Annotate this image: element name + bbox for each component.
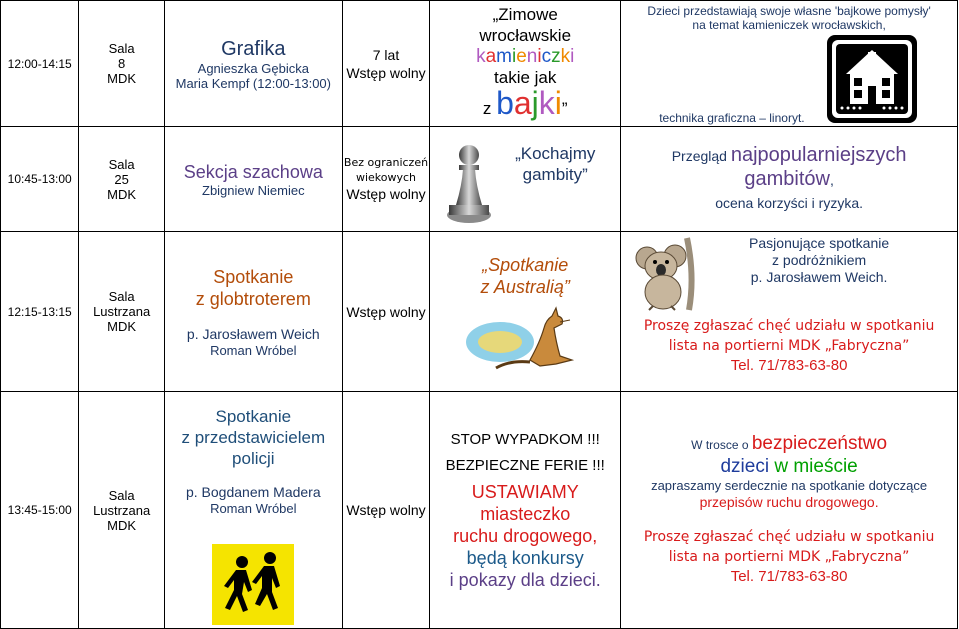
person-name: Agnieszka Gębicka bbox=[197, 60, 309, 76]
room-line: MDK bbox=[107, 71, 137, 86]
person-name: Roman Wróbel bbox=[210, 342, 297, 358]
room-line: Sala bbox=[108, 156, 135, 172]
notice-line: lista na portierni MDK „Fabryczna” bbox=[668, 338, 910, 354]
entry-cell bbox=[342, 1, 429, 127]
topic-line: „Kochajmy bbox=[515, 144, 596, 163]
chess-pawn-icon bbox=[444, 141, 494, 225]
time-cell bbox=[1, 127, 79, 232]
room-line: 25 bbox=[114, 171, 129, 187]
topic-line: „Zimowe bbox=[492, 4, 558, 24]
desc-emphasis: dzieci bbox=[720, 455, 770, 477]
desc-emphasis: bezpieczeństwo bbox=[751, 432, 888, 454]
desc-emphasis: gambitów bbox=[744, 167, 830, 190]
desc-line: z podróżnikiem bbox=[772, 252, 867, 268]
desc-emphasis: w mieście bbox=[769, 455, 858, 477]
desc-emphasis: najpopularniejszych bbox=[730, 143, 907, 166]
letter: k bbox=[476, 45, 486, 67]
notice-line: Tel. 71/783-63-80 bbox=[730, 357, 848, 374]
kangaroo-icon bbox=[460, 302, 590, 372]
notice-line: Proszę zgłaszać chęć udziału w spotkaniu bbox=[643, 528, 935, 545]
person-name: p. Bogdanem Madera bbox=[185, 484, 321, 500]
event-title: Sekcja szachowa bbox=[183, 161, 323, 182]
description-cell bbox=[621, 1, 958, 127]
topic-line: „Spotkanie bbox=[482, 255, 569, 275]
letter: i bbox=[570, 45, 575, 67]
time-cell bbox=[1, 392, 79, 629]
room-cell bbox=[79, 1, 164, 127]
time-cell bbox=[1, 232, 79, 392]
room-line: Lustrzana bbox=[93, 304, 151, 319]
topic-line: USTAWIAMY bbox=[471, 482, 579, 502]
desc-line: ocena korzyści i ryzyka. bbox=[715, 194, 864, 211]
topic-line: BEZPIECZNE FERIE !!! bbox=[445, 457, 605, 474]
desc-line bbox=[621, 434, 957, 455]
event-title: policji bbox=[232, 449, 275, 468]
desc-text: Przegląd bbox=[671, 147, 731, 164]
age-info: 7 lat bbox=[372, 46, 400, 63]
table-row bbox=[1, 232, 958, 392]
topic-line: gambity” bbox=[522, 165, 588, 184]
desc-text: , bbox=[829, 171, 834, 188]
person-name: Maria Kempf (12:00-13:00) bbox=[175, 75, 331, 91]
age-info: Bez ograniczeń bbox=[343, 156, 429, 169]
letter: i bbox=[554, 84, 562, 121]
time-text: 13:45-15:00 bbox=[7, 503, 72, 517]
description-cell bbox=[621, 232, 958, 392]
desc-line: technika graficzna – linoryt. bbox=[659, 111, 805, 125]
age-info: wiekowych bbox=[355, 171, 417, 184]
table-row bbox=[1, 127, 958, 232]
person-name: Zbigniew Niemiec bbox=[202, 182, 305, 198]
topic-line: takie jak bbox=[494, 67, 557, 87]
letter: i bbox=[511, 45, 517, 67]
time-text: 12:15-13:15 bbox=[7, 304, 72, 319]
person-name: Roman Wróbel bbox=[210, 501, 297, 516]
children-crossing-icon bbox=[212, 544, 294, 625]
letter: c bbox=[541, 45, 552, 67]
entry-info: Wstęp wolny bbox=[346, 502, 426, 518]
notice-line: Proszę zgłaszać chęć udziału w spotkaniu bbox=[643, 318, 935, 334]
letter: a bbox=[485, 45, 497, 67]
description-cell bbox=[621, 127, 958, 232]
desc-line: na temat kamieniczek wrocławskich, bbox=[692, 18, 886, 32]
topic-cell bbox=[430, 1, 621, 127]
letter: a bbox=[513, 84, 532, 121]
room-line: 8 bbox=[118, 56, 126, 71]
time-text: 10:45-13:00 bbox=[7, 172, 72, 186]
topic-line: będą konkursy bbox=[466, 548, 584, 568]
desc-line: Dzieci przedstawiają swoje własne 'bajkowe pomysły' bbox=[647, 4, 931, 18]
letter: i bbox=[537, 45, 542, 67]
event-title: Spotkanie bbox=[213, 266, 294, 287]
event-title: Spotkanie bbox=[215, 407, 292, 426]
desc-line: Pasjonujące spotkanie bbox=[749, 235, 890, 251]
description-cell bbox=[621, 392, 958, 629]
event-title: Grafika bbox=[221, 37, 286, 60]
title-cell bbox=[164, 1, 342, 127]
person-name: p. Jarosławem Weich bbox=[186, 325, 320, 342]
time-text: 12:00-14:15 bbox=[7, 56, 72, 71]
koala-icon bbox=[629, 236, 705, 312]
table-row bbox=[1, 392, 958, 629]
notice-line: Tel. 71/783-63-80 bbox=[730, 567, 848, 585]
letter: k bbox=[538, 84, 555, 121]
desc-line bbox=[621, 144, 957, 168]
title-cell bbox=[164, 392, 342, 629]
room-line: Sala bbox=[108, 289, 135, 304]
entry-info: Wstęp wolny bbox=[346, 303, 426, 320]
topic-line: ruchu drogowego, bbox=[453, 526, 598, 546]
table-row bbox=[1, 1, 958, 127]
topic-line: wrocławskie bbox=[479, 25, 572, 45]
desc-line: p. Jarosławem Weich. bbox=[750, 269, 888, 285]
close-quote: ” bbox=[561, 98, 568, 118]
colored-word-kamieniczki bbox=[430, 46, 620, 67]
room-cell bbox=[79, 232, 164, 392]
desc-line: zapraszamy serdecznie na spotkanie dotyczące bbox=[651, 477, 928, 493]
title-cell bbox=[164, 127, 342, 232]
topic-line: z Australią” bbox=[480, 277, 570, 297]
desc-text: W trosce o bbox=[691, 437, 752, 452]
entry-cell bbox=[342, 232, 429, 392]
entry-info: Wstęp wolny bbox=[346, 186, 426, 202]
desc-line: przepisów ruchu drogowego. bbox=[699, 493, 879, 510]
time-cell bbox=[1, 1, 79, 127]
letter: z bbox=[551, 45, 561, 67]
colored-word-bajki bbox=[496, 85, 562, 121]
bajki-line bbox=[430, 84, 620, 124]
topic-cell bbox=[430, 392, 621, 629]
room-cell bbox=[79, 392, 164, 629]
event-title: z globtroterem bbox=[195, 288, 311, 309]
desc-line bbox=[621, 168, 957, 192]
topic-cell bbox=[430, 232, 621, 392]
desc-line bbox=[621, 457, 957, 478]
topic-z: z bbox=[482, 98, 492, 118]
letter: j bbox=[531, 84, 539, 121]
letter: m bbox=[496, 45, 512, 67]
room-cell bbox=[79, 127, 164, 232]
room-line: Sala bbox=[108, 487, 135, 503]
room-line: MDK bbox=[107, 186, 137, 202]
entry-info: Wstęp wolny bbox=[346, 64, 426, 81]
letter: n bbox=[526, 45, 538, 67]
letter: b bbox=[496, 84, 514, 121]
letter: k bbox=[560, 45, 571, 67]
room-line: MDK bbox=[107, 319, 137, 334]
letter: e bbox=[516, 45, 527, 67]
notice-line: lista na portierni MDK „Fabryczna” bbox=[668, 548, 910, 565]
topic-cell bbox=[430, 127, 621, 232]
title-cell bbox=[164, 232, 342, 392]
topic-line: i pokazy dla dzieci. bbox=[449, 570, 601, 590]
house-icon bbox=[826, 34, 918, 124]
room-line: Lustrzana bbox=[93, 502, 151, 518]
entry-cell bbox=[342, 127, 429, 232]
room-line: MDK bbox=[107, 517, 137, 533]
topic-line: miasteczko bbox=[480, 504, 571, 524]
room-line: Sala bbox=[108, 41, 135, 56]
entry-cell bbox=[342, 392, 429, 629]
topic-line: STOP WYPADKOM !!! bbox=[450, 431, 600, 448]
event-title: z przedstawicielem bbox=[181, 428, 326, 447]
